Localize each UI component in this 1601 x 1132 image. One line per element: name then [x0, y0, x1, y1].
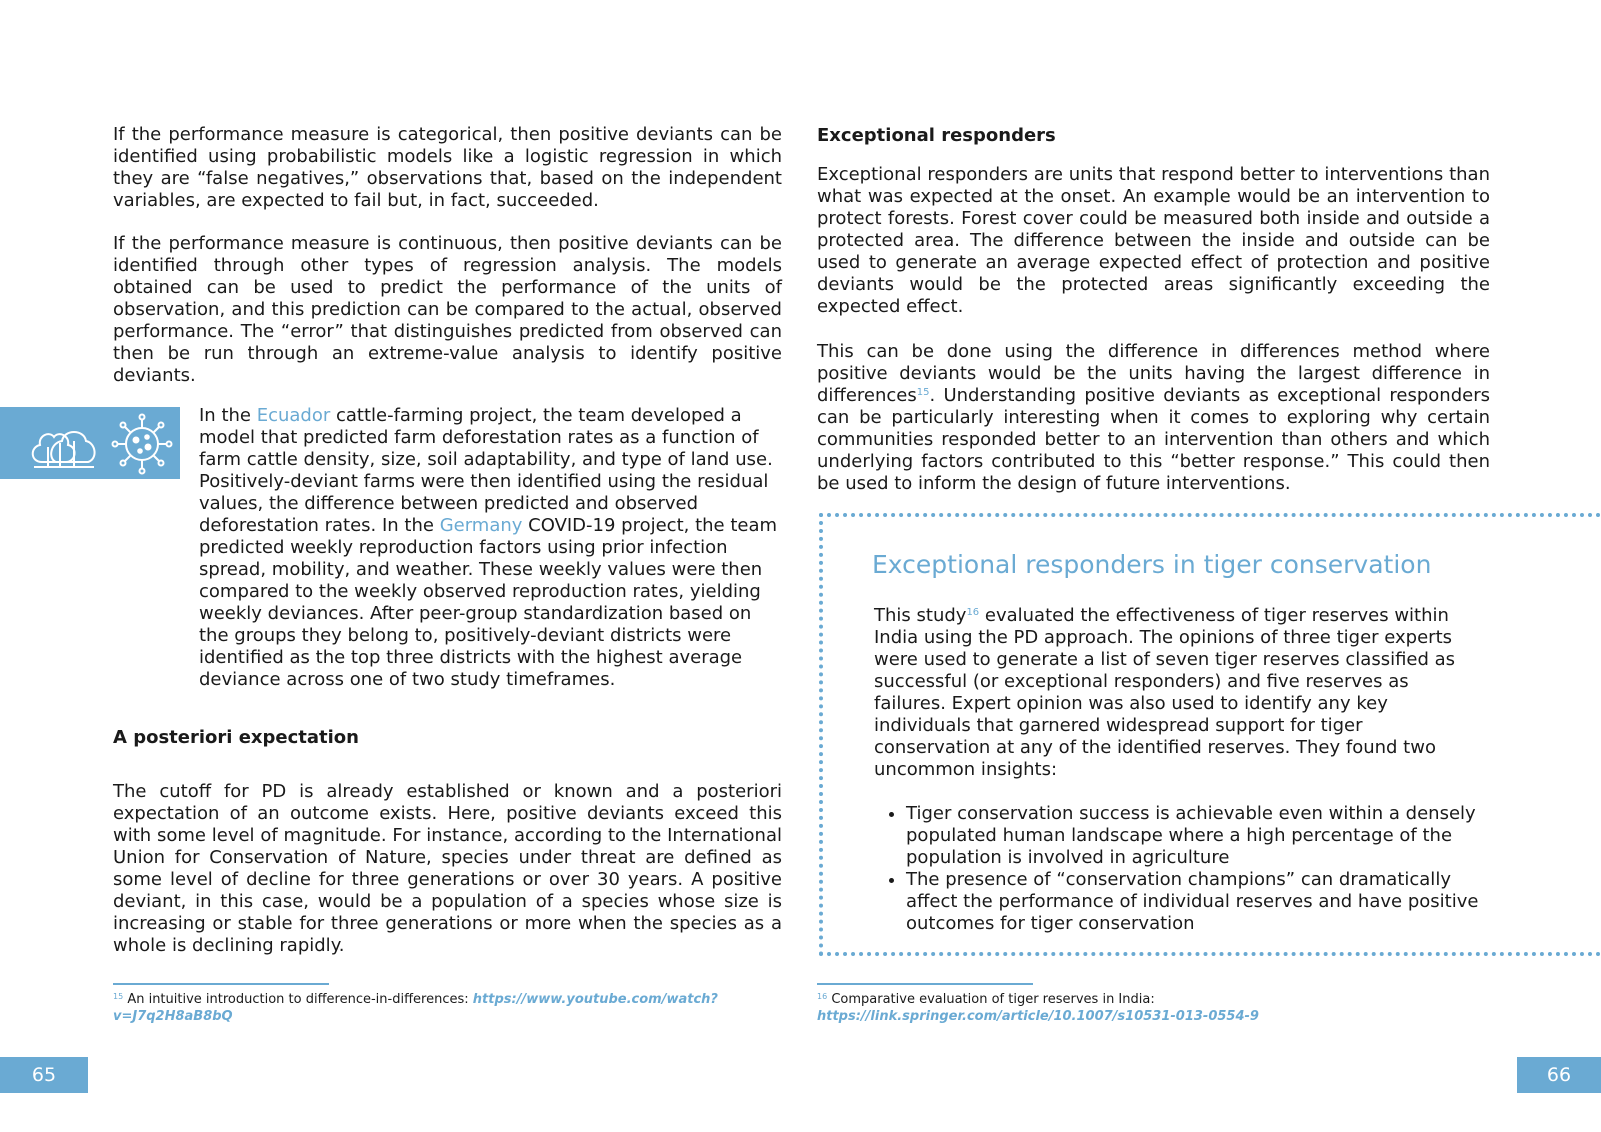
- case-study-text: [199, 405, 784, 691]
- case-study-paragraph: In the Ecuador cattle-farming project, the team developed a model that predicted farm deforestation rates as a function of farm cattle density, size, soil adaptability, and type of land use. Positively-deviant farms were then identified using the residual values, the difference between predicted and observed deforestation rates. In the Germany COVID-19 project, the team predicted weekly reproduction factors using prior infection spread, mobility, and weather. These weekly values were then compared to the weekly observed reproduction rates, yielding weekly deviances. After peer-group standardization based on the groups they belong to, positively-deviant districts were identified as the top three districts with the highest average deviance across one of two study timeframes.: [199, 405, 778, 690]
- footnote-15-link[interactable]: https://www.youtube.com/watch?v=J7q2H8aB8bQ: [113, 992, 718, 1024]
- a-posteriori-paragraph: The cutoff for PD is already established or known and a posteriori expectation of an outcome exists. Here, positive deviants exceed this with some level of magnitude. For instance, according to the International Union for Conservation of Nature, species under threat are defined as some level of decline for three generations or over 30 years. A positive deviant, in this case, would be a population of a species whose size is increasing or stable for three generations or more when the species as a whole is declining rapidly.: [113, 781, 782, 956]
- footnote-ref-16[interactable]: 16: [966, 607, 980, 618]
- tiger-box-title: Exceptional responders in tiger conservation: [872, 550, 1432, 579]
- case-study-icon-banner: [0, 407, 180, 479]
- footnote-rule-left: [113, 983, 329, 985]
- forest-and-virus-icons: [0, 407, 180, 479]
- footnote-16-link[interactable]: https://link.springer.com/article/10.1007/s10531-013-0554-9: [817, 1009, 1259, 1024]
- a-posteriori-heading: A posteriori expectation: [113, 727, 359, 748]
- germany-link[interactable]: Germany: [439, 515, 523, 536]
- right-column: [817, 125, 1490, 495]
- page-number-left: 65: [0, 1057, 88, 1093]
- exceptional-responders-paragraph: Exceptional responders are units that respond better to interventions than what was expected at the onset. An example would be an intervention to protect forests. Forest cover could be measured both inside and outside a protected area. The difference between the inside and outside can be used to generate an average expected effect of protection and positive deviants would be the protected areas significantly exceeding the expected effect.: [817, 164, 1490, 317]
- paragraph-continuous: If the performance measure is continuous, then positive deviants can be identified through other types of regression analysis. The models obtained can be used to predict the performance of the units of observation, and this prediction can be compared to the actual, observed performance. The “error” that distinguishes predicted from observed can then be run through an extreme-value analysis to identify positive deviants.: [113, 233, 782, 386]
- footnote-16: $^{16}$ Comparative evaluation of tiger reserves in India: https://link.springer.com/article/10.1007/s10531-013-0554-9: [817, 992, 1259, 1024]
- virus-icon: [113, 415, 172, 474]
- paragraph-categorical: If the performance measure is categorical, then positive deviants can be identified using probabilistic models like a logistic regression in which they are “false negatives,” observations that, based on the independent variables, are expected to fail but, in fact, succeeded.: [113, 124, 782, 211]
- tiger-box-body: [874, 605, 1479, 935]
- list-item: • The presence of “conservation champions” can dramatically affect the performance of individual reserves and have positive outcomes for tiger conservation: [906, 869, 1479, 935]
- a-posteriori-section: [113, 727, 782, 957]
- footnote-15: $^{15}$ An intuitive introduction to difference-in-differences: https://www.youtube.com/watch?v=J7q2H8aB8bQ: [113, 992, 718, 1024]
- footnote-rule-right: [817, 983, 1033, 985]
- exceptional-responders-heading: Exceptional responders: [817, 125, 1056, 146]
- footnote-ref-15[interactable]: 15: [916, 387, 930, 398]
- left-column: [113, 124, 782, 387]
- list-item: • Tiger conservation success is achievable even within a densely populated human landscape where a high percentage of the population is involved in agriculture: [906, 803, 1479, 869]
- insights-list: [874, 803, 1479, 935]
- ecuador-link[interactable]: Ecuador: [256, 405, 331, 426]
- trees-icon: [33, 432, 95, 467]
- tiger-study-paragraph: This study$^{16}$ evaluated the effectiveness of tiger reserves within India using the PD approach. The opinions of three tiger experts were used to generate a list of seven tiger reserves classified as successful (or exceptional responders) and five reserves as failures. Expert opinion was also used to identify any key individuals that garnered widespread support for tiger conservation at any of the identified reserves. They found two uncommon insights:: [874, 605, 1456, 780]
- difference-in-differences-paragraph: This can be done using the difference in differences method where positive deviants would be the units having the largest difference in differences$^{15}$. Understanding positive deviants as exceptional responders can be particularly interesting when it comes to exploring why certain communities responded better to an intervention than others and which underlying factors contributed to this “better response.” This could then be used to inform the design of future interventions.: [817, 341, 1490, 494]
- page-number-right: 66: [1517, 1057, 1601, 1093]
